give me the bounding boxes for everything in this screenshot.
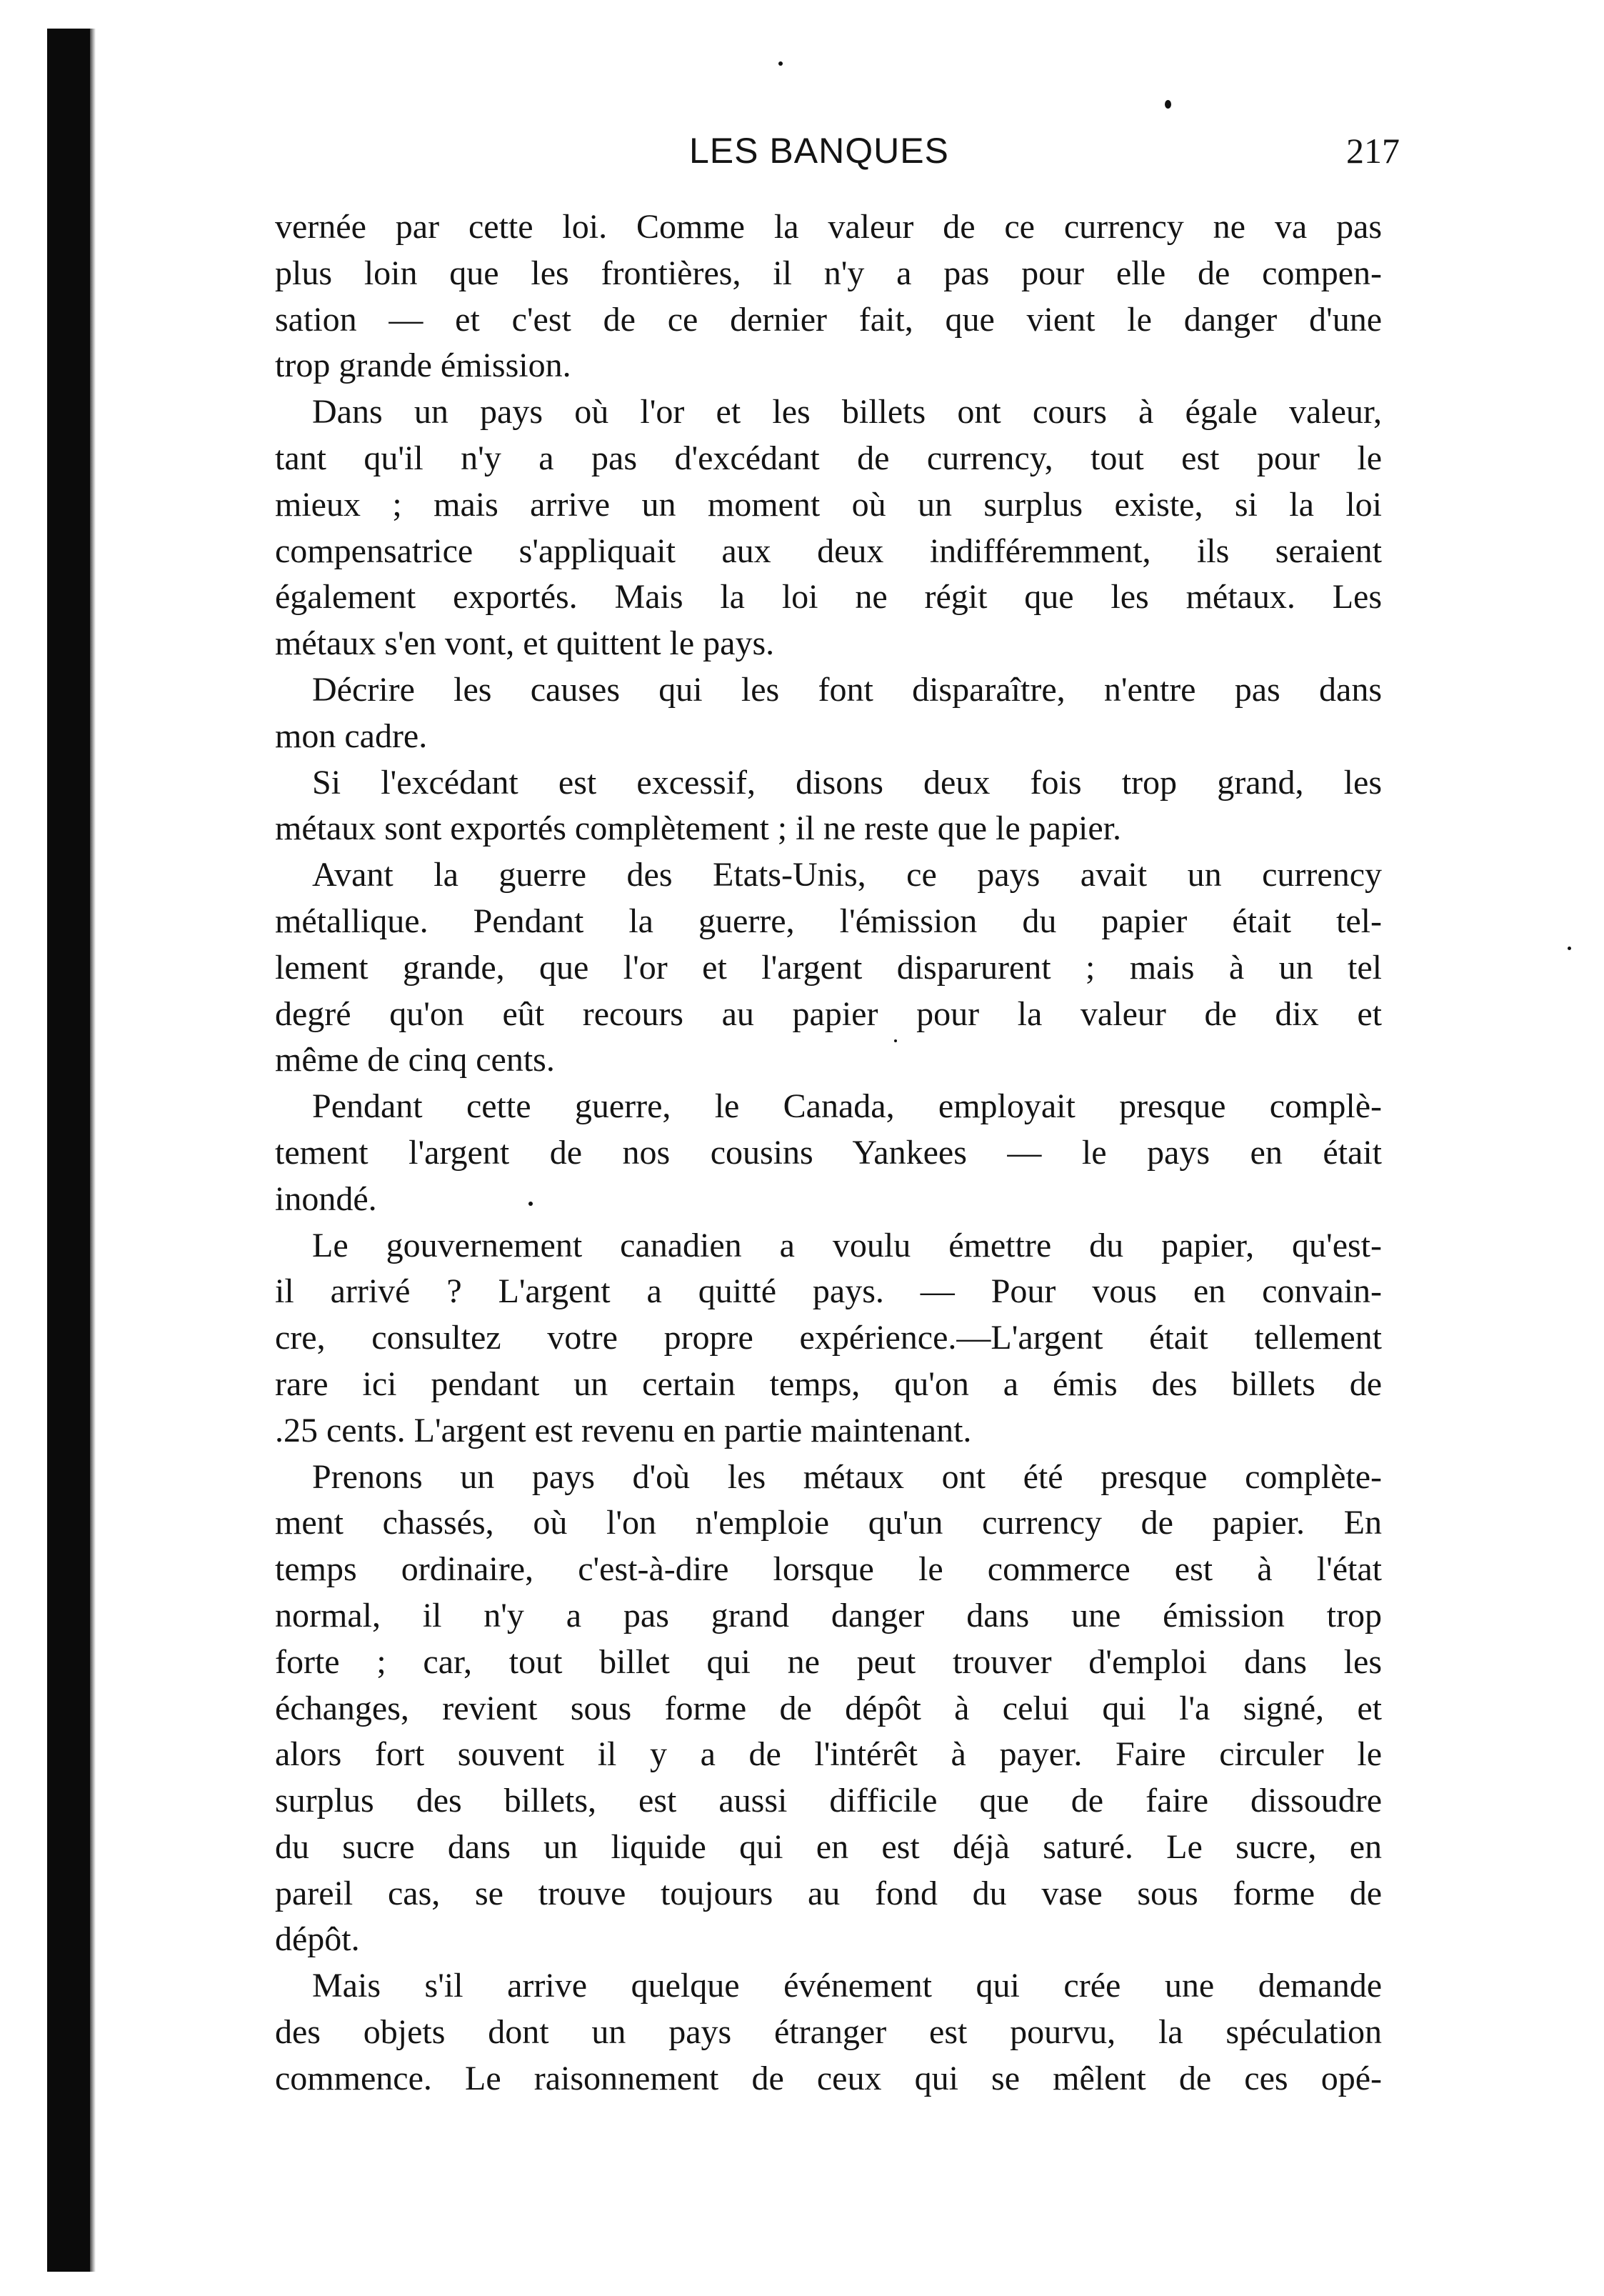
text-line: Le gouvernement canadien a voulu émettre du papier, qu'est- (312, 1226, 1382, 1264)
text-line: forte ; car, tout billet qui ne peut trouver d'emploi dans les (275, 1642, 1382, 1681)
text-line: il arrivé ? L'argent a quitté pays. — Pour vous en convain- (275, 1272, 1382, 1311)
text-line: Prenons un pays d'où les métaux ont été presque complète- (312, 1457, 1382, 1496)
text-line: tement l'argent de nos cousins Yankees — le pays en était (275, 1133, 1382, 1172)
text-line: sation — et c'est de ce dernier fait, que vient le danger d'une (275, 300, 1382, 339)
text-line: Si l'excédant est excessif, disons deux fois trop grand, les (312, 763, 1382, 802)
text-line: alors fort souvent il y a de l'intérêt à payer. Faire circuler le (275, 1735, 1382, 1774)
text-line: cre, consultez votre propre expérience.—L'argent était tellement (275, 1319, 1382, 1357)
text-line: vernée par cette loi. Comme la valeur de ce currency ne va pas (275, 208, 1382, 246)
scan-speck (778, 61, 783, 66)
text-line: Pendant cette guerre, le Canada, employait presque complè- (312, 1087, 1382, 1126)
text-line: Mais s'il arrive quelque événement qui crée une demande (312, 1967, 1382, 2005)
text-line: temps ordinaire, c'est-à-dire lorsque le commerce est à l'état (275, 1550, 1382, 1589)
text-line: métaux sont exportés complètement ; il ne reste que le papier. (275, 809, 1121, 848)
text-line: des objets dont un pays étranger est pourvu, la spéculation (275, 2013, 1382, 2052)
text-line: mieux ; mais arrive un moment où un surplus existe, si la loi (275, 485, 1382, 524)
body-text (275, 204, 1382, 2102)
text-line: mon cadre. (275, 717, 428, 755)
text-line: pareil cas, se trouve toujours au fond du vase sous forme de (275, 1874, 1382, 1912)
text-line: ment chassés, où l'on n'emploie qu'un currency de papier. En (275, 1504, 1382, 1542)
text-line: .25 cents. L'argent est revenu en partie maintenant. (275, 1411, 972, 1449)
page-number: 217 (1346, 131, 1400, 171)
text-line: inondé. (275, 1179, 377, 1218)
text-line: métaux s'en vont, et quittent le pays. (275, 624, 775, 663)
text-line: surplus des billets, est aussi difficile que de faire dissoudre (275, 1782, 1382, 1820)
text-line: Dans un pays où l'or et les billets ont cours à égale valeur, (312, 393, 1382, 431)
scan-speck (1568, 947, 1571, 950)
text-line: trop grande émission. (275, 346, 571, 385)
text-line: même de cinq cents. (275, 1041, 555, 1079)
text-line: normal, il n'y a pas grand danger dans une émission trop (275, 1596, 1382, 1634)
text-line: du sucre dans un liquide qui en est déjà saturé. Le sucre, en (275, 1827, 1382, 1866)
text-line: lement grande, que l'or et l'argent disparurent ; mais à un tel (275, 948, 1382, 987)
text-line: Décrire les causes qui les font disparaître, n'entre pas dans (312, 670, 1382, 709)
text-line: degré qu'on eût recours au papier pour la valeur de dix et (275, 994, 1382, 1033)
scan-speck (1165, 100, 1171, 109)
text-line: tant qu'il n'y a pas d'excédant de currency, tout est pour le (275, 439, 1382, 477)
text-line: dépôt. (275, 1920, 360, 1959)
text-line: Avant la guerre des Etats-Unis, ce pays avait un currency (312, 856, 1382, 894)
text-line: compensatrice s'appliquait aux deux indifféremment, ils seraient (275, 531, 1382, 570)
text-line: échanges, revient sous forme de dépôt à celui qui l'a signé, et (275, 1689, 1382, 1727)
page-header (271, 130, 1400, 180)
page-binding-edge (47, 29, 90, 2272)
text-line: également exportés. Mais la loi ne régit que les métaux. Les (275, 578, 1382, 617)
text-line: rare ici pendant un certain temps, qu'on a émis des billets de (275, 1364, 1382, 1403)
text-line: métallique. Pendant la guerre, l'émission du papier était tel- (275, 902, 1382, 940)
text-line: plus loin que les frontières, il n'y a pas pour elle de compen- (275, 254, 1382, 292)
text-line: commence. Le raisonnement de ceux qui se mêlent de ces opé- (275, 2059, 1382, 2097)
running-head: LES BANQUES (689, 131, 949, 171)
